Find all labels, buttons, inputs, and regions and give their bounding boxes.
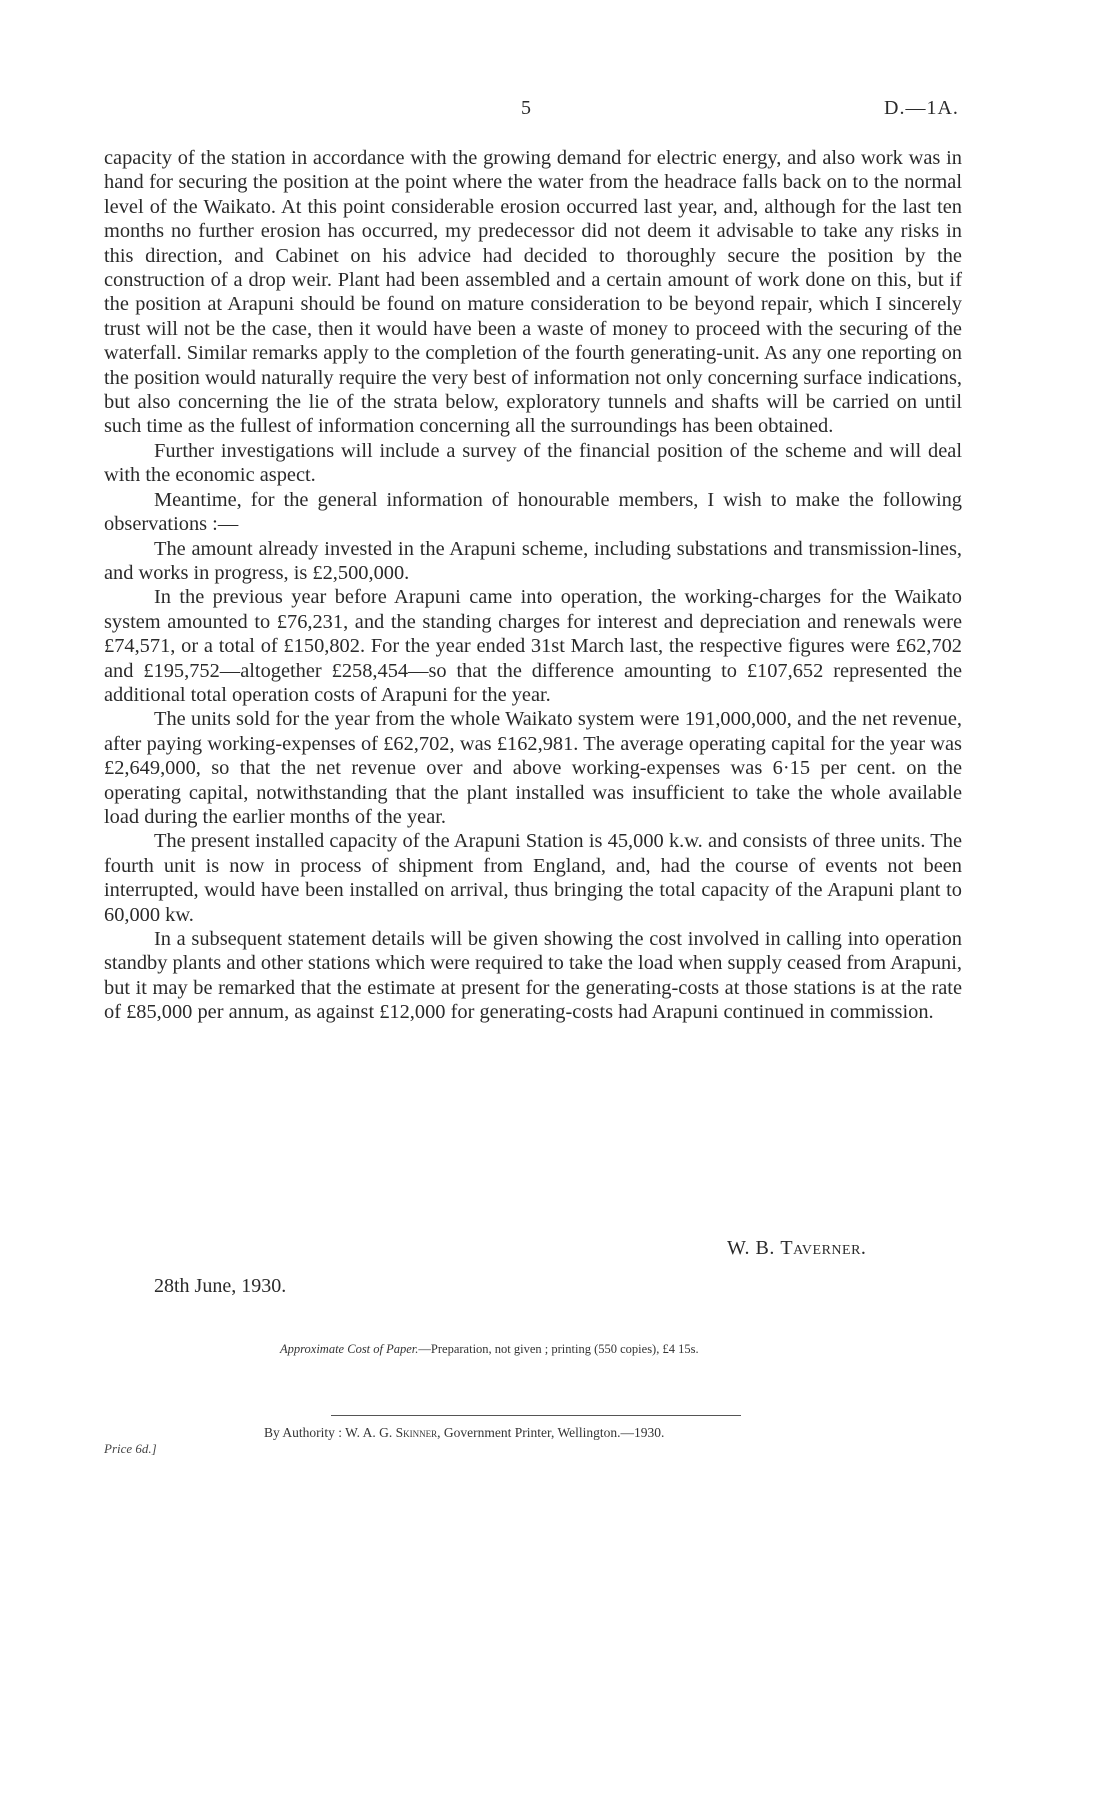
paragraph-6: The units sold for the year from the whole Waikato system were 191,000,000, and the net revenue, after paying working-expenses of £62,702, was £162,981. The average operating capital for the year was £2,649,000, so that the net revenue over and above working-expenses was 6·15 per cent. on the operating capital, notwithstanding that the plant installed was insufficient to take the whole available load during the earlier months of the year. [104, 708, 962, 828]
paragraph-5: In the previous year before Arapuni came into operation, the working-charges for the Waikato system amounted to £76,231, and the standing charges for interest and depreciation and renewals were £74,571, or a total of £150,802. For the year ended 31st March last, the respective figures were £62,702 and £195,752—altogether £258,454—so that the difference amounting to £107,652 represented the additional total operation costs of Arapuni for the year. [104, 586, 962, 706]
signature [727, 1237, 866, 1260]
page-header [0, 97, 1114, 123]
paragraph-1: capacity of the station in accordance with the growing demand for electric energy, and also work was in hand for securing the position at the point where the water from the headrace falls back on to the normal level of the Waikato. At this point considerable erosion occurred last year, and, although for the last ten months no further erosion has occurred, my predecessor did not deem it advisable to take any risks in this direction, and Cabinet on his advice had decided to thoroughly secure the position by the construction of a drop weir. Plant had been assembled and a certain amount of work done on this, but if the position at Arapuni should be found on mature consideration to be beyond repair, which I sincerely trust will not be the case, then it would have been a waste of money to proceed with the securing of the waterfall. Similar remarks apply to the completion of the fourth generating-unit. As any one reporting on the position would naturally require the very best of information not only concerning surface indications, but also concerning the lie of the strata below, exploratory tunnels and shafts will be carried on until such time as the fullest of information concerning all the surroundings has been obtained. [104, 147, 962, 438]
paragraph-4: The amount already invested in the Arapuni scheme, including substations and transmission-lines, and works in progress, is £2,500,000. [104, 537, 962, 584]
date-line: 28th June, 1930. [154, 1275, 287, 1297]
authority-suffix: Government Printer, Wellington.—1930. [443, 1425, 665, 1440]
price-note: Price 6d.] [104, 1441, 157, 1456]
signature-surname: Taverner. [780, 1237, 867, 1259]
body-text [104, 146, 962, 1025]
printer-name: Skinner, [395, 1425, 441, 1440]
signature-initials: W. B. [727, 1237, 775, 1259]
authority-prefix: By Authority : W. A. G. [264, 1425, 393, 1440]
cost-note [280, 1342, 699, 1357]
paragraph-2: Further investigations will include a survey of the financial position of the scheme and will deal with the economic aspect. [104, 439, 962, 487]
cost-note-text: —Preparation, not given ; printing (550 copies), £4 15s. [418, 1342, 699, 1356]
paragraph-8: In a subsequent statement details will be given showing the cost involved in calling into operation standby plants and other stations which were required to take the load when supply ceased from Arapuni, but it may be remarked that the estimate at present for the generating-costs at those stations is at the rate of £85,000 per annum, as against £12,000 for generating-costs had Arapuni continued in commission. [104, 928, 962, 1024]
divider-rule [331, 1415, 741, 1416]
page-number: 5 [521, 97, 531, 119]
printer-authority [264, 1425, 664, 1441]
document-code: D.—1A. [884, 97, 959, 119]
paragraph-7: The present installed capacity of the Arapuni Station is 45,000 k.w. and consists of three units. The fourth unit is now in process of shipment from England, and, had the course of events not been interrupted, would have been installed on arrival, thus bringing the total capacity of the Arapuni plant to 60,000 kw. [104, 830, 962, 926]
cost-note-label: Approximate Cost of Paper. [280, 1342, 419, 1356]
paragraph-3: Meantime, for the general information of honourable members, I wish to make the following observations :— [104, 488, 962, 536]
